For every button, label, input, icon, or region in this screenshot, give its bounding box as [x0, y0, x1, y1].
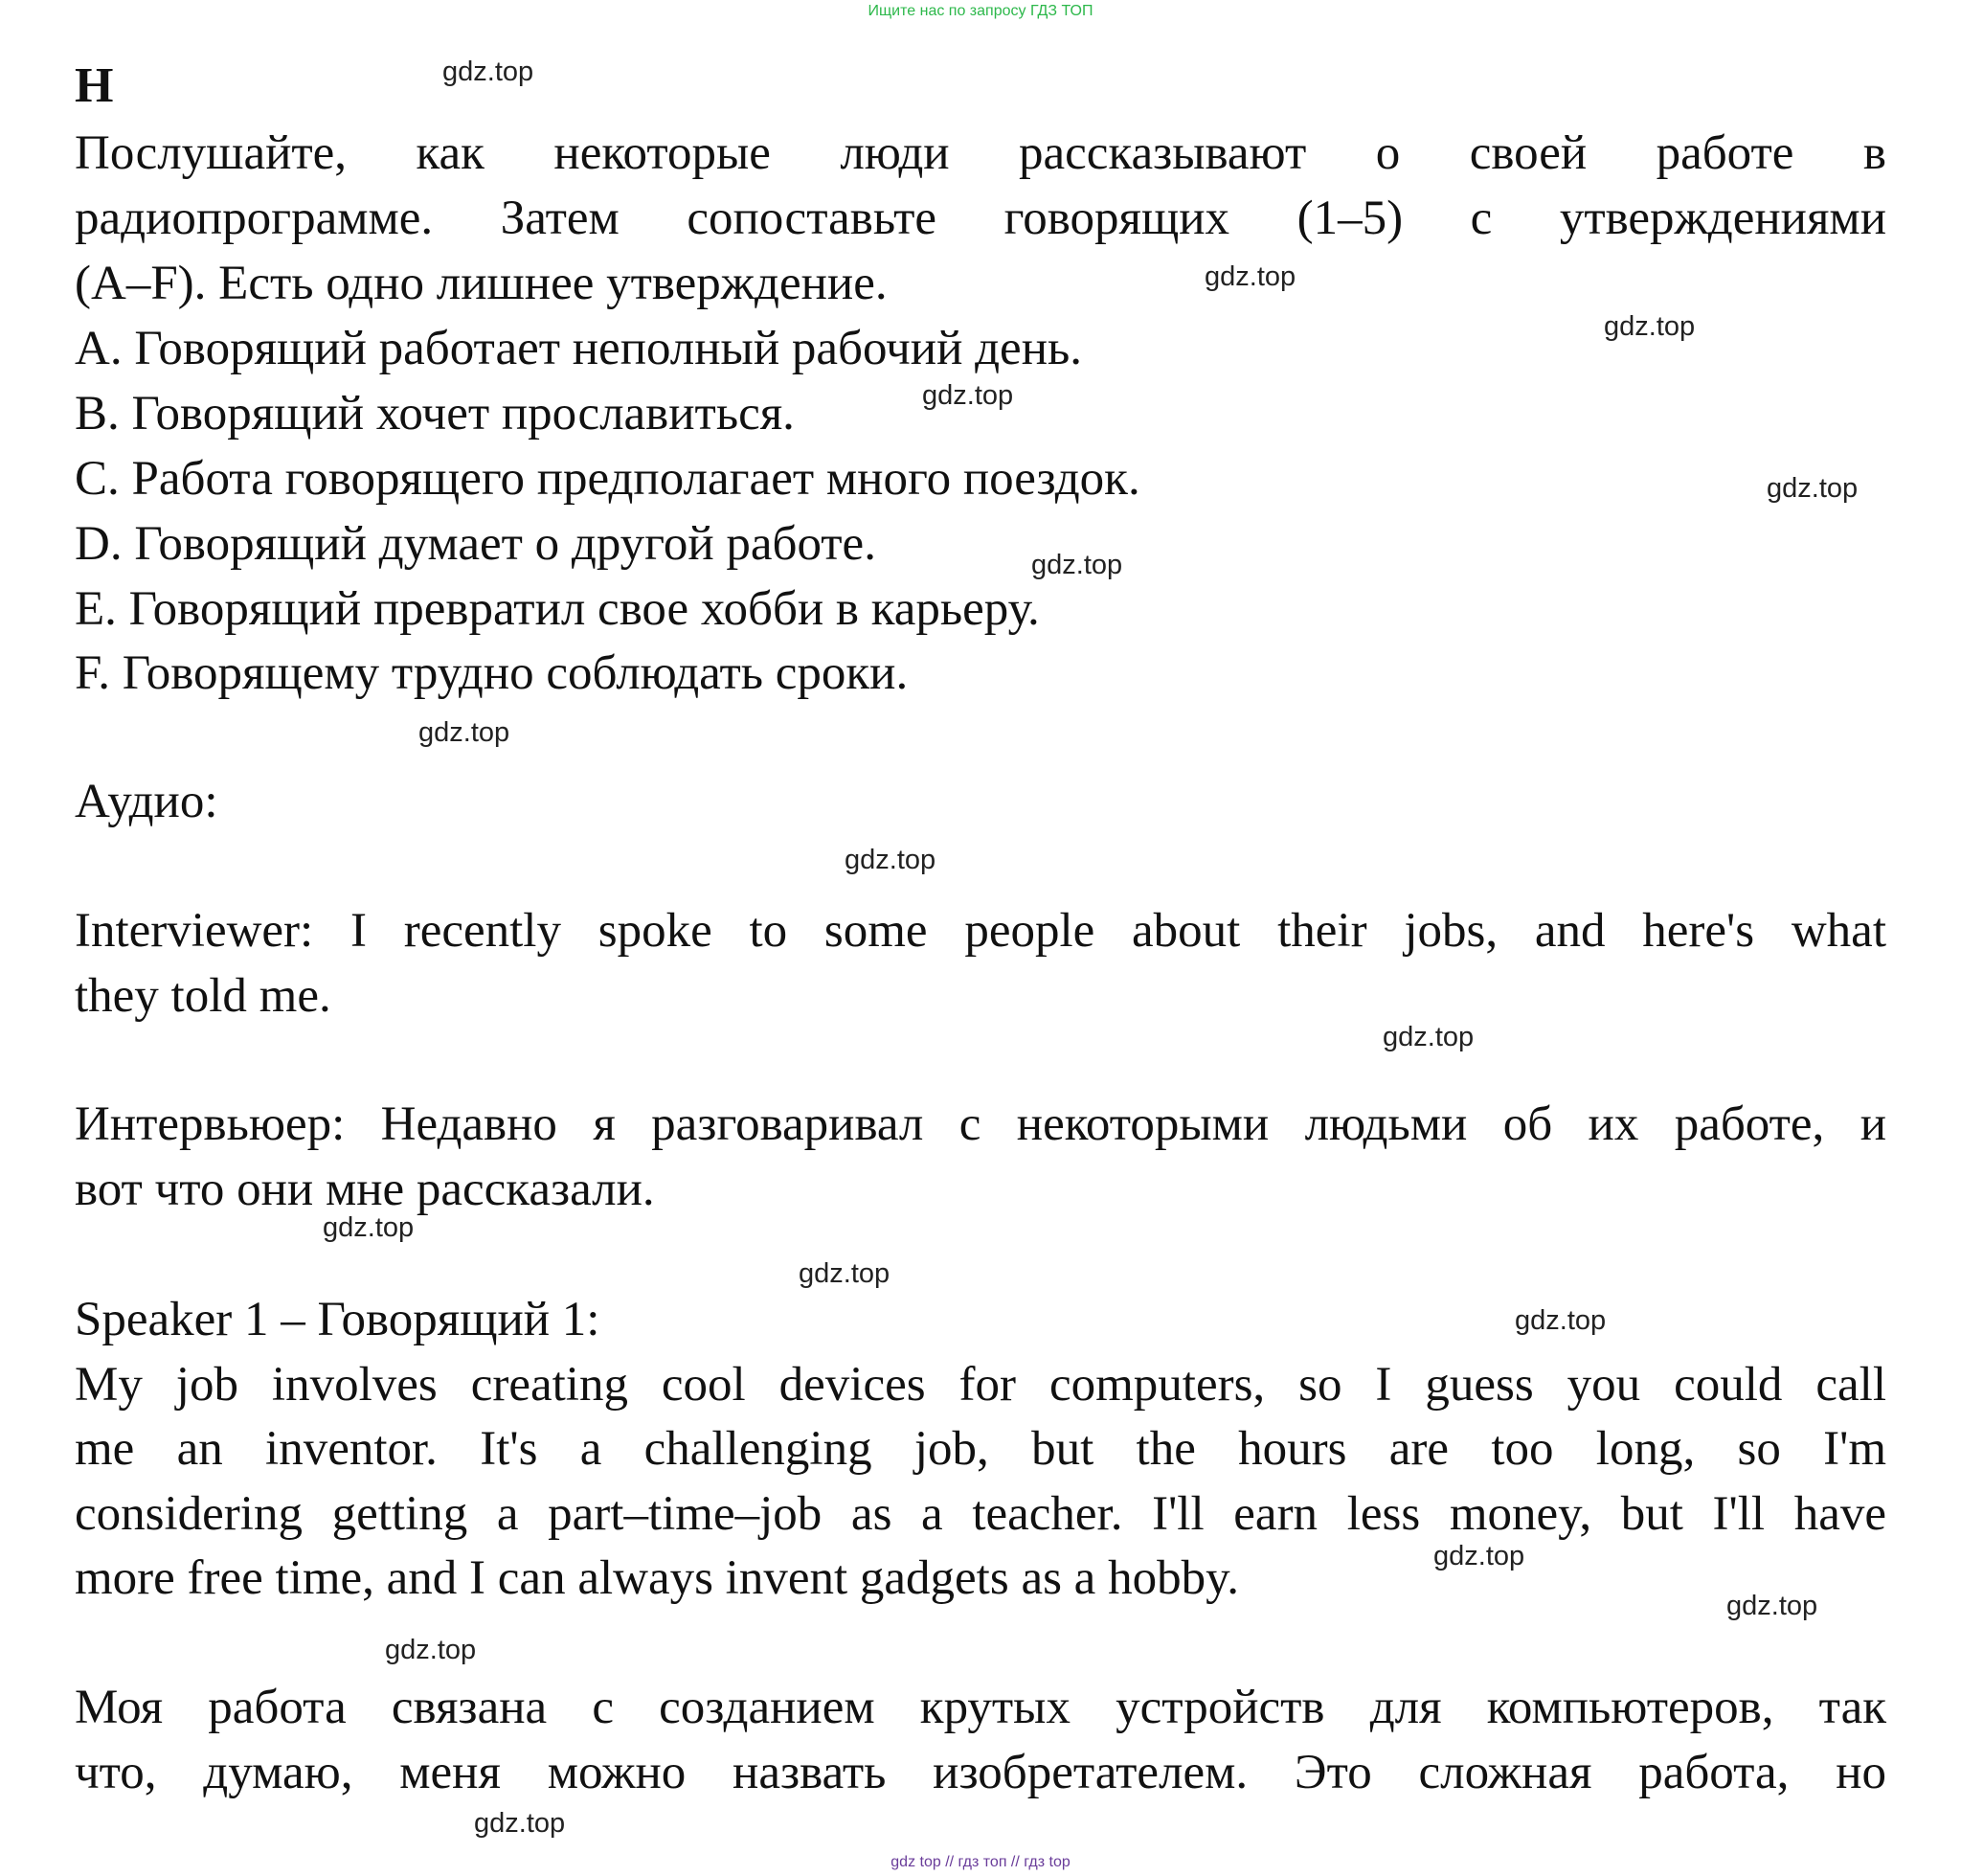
speaker1-ru-line-2: что, думаю, меня можно назвать изобретателем. Это сложная работа, но [75, 1746, 1886, 1799]
statement-e: E. Говорящий превратил свое хобби в карьеру. [75, 582, 1040, 636]
speaker1-ru-line-1: Моя работа связана с созданием крутых устройств для компьютеров, так [75, 1681, 1886, 1734]
speaker1-en-line-1: My job involves creating cool devices for computers, so I guess you could call [75, 1358, 1886, 1412]
statement-f: F. Говорящему трудно соблюдать сроки. [75, 646, 909, 700]
watermark: gdz.top [845, 845, 936, 875]
statement-a: A. Говорящий работает неполный рабочий день. [75, 322, 1082, 375]
audio-label: Аудио: [75, 775, 218, 828]
watermark: gdz.top [442, 57, 534, 87]
watermark: gdz.top [1031, 550, 1123, 580]
speaker1-en-line-3: considering getting a part–time–job as a teacher. I'll earn less money, but I'll have [75, 1487, 1886, 1541]
watermark: gdz.top [1205, 261, 1296, 292]
interviewer-ru-line-2: вот что они мне рассказали. [75, 1163, 655, 1216]
watermark: gdz.top [1604, 311, 1696, 342]
statement-b: B. Говорящий хочет прославиться. [75, 387, 795, 441]
watermark: gdz.top [474, 1808, 566, 1839]
speaker1-label: Speaker 1 – Говорящий 1: [75, 1293, 600, 1346]
interviewer-en-line-1: Interviewer: I recently spoke to some people about their jobs, and here's what [75, 904, 1886, 958]
watermark: gdz.top [799, 1258, 890, 1289]
task-line-3: (A–F). Есть одно лишнее утверждение. [75, 257, 888, 310]
watermark: gdz.top [1383, 1022, 1475, 1052]
top-banner: Ищите нас по запросу ГДЗ ТОП [868, 3, 1093, 19]
task-line-2: радиопрограмме. Затем сопоставьте говорящих (1–5) с утверждениями [75, 192, 1886, 245]
exercise-heading: H [75, 58, 114, 113]
speaker1-en-line-2: me an inventor. It's a challenging job, but the hours are too long, so I'm [75, 1422, 1886, 1476]
watermark: gdz.top [323, 1212, 415, 1243]
watermark: gdz.top [1726, 1591, 1818, 1621]
watermark: gdz.top [922, 380, 1014, 411]
watermark: gdz.top [1433, 1541, 1525, 1571]
interviewer-ru-line-1: Интервьюер: Недавно я разговаривал с некоторыми людьми об их работе, и [75, 1097, 1886, 1151]
watermark: gdz.top [1767, 473, 1859, 504]
watermark: gdz.top [385, 1635, 477, 1665]
bottom-banner: gdz top // гдз топ // гдз top [890, 1854, 1071, 1870]
watermark: gdz.top [1515, 1305, 1607, 1336]
statement-c: C. Работа говорящего предполагает много поездок. [75, 452, 1140, 506]
statement-d: D. Говорящий думает о другой работе. [75, 517, 876, 571]
speaker1-en-line-4: more free time, and I can always invent gadgets as a hobby. [75, 1551, 1240, 1605]
interviewer-en-line-2: they told me. [75, 969, 331, 1023]
task-line-1: Послушайте, как некоторые люди рассказывают о своей работе в [75, 126, 1886, 180]
watermark: gdz.top [418, 717, 510, 748]
